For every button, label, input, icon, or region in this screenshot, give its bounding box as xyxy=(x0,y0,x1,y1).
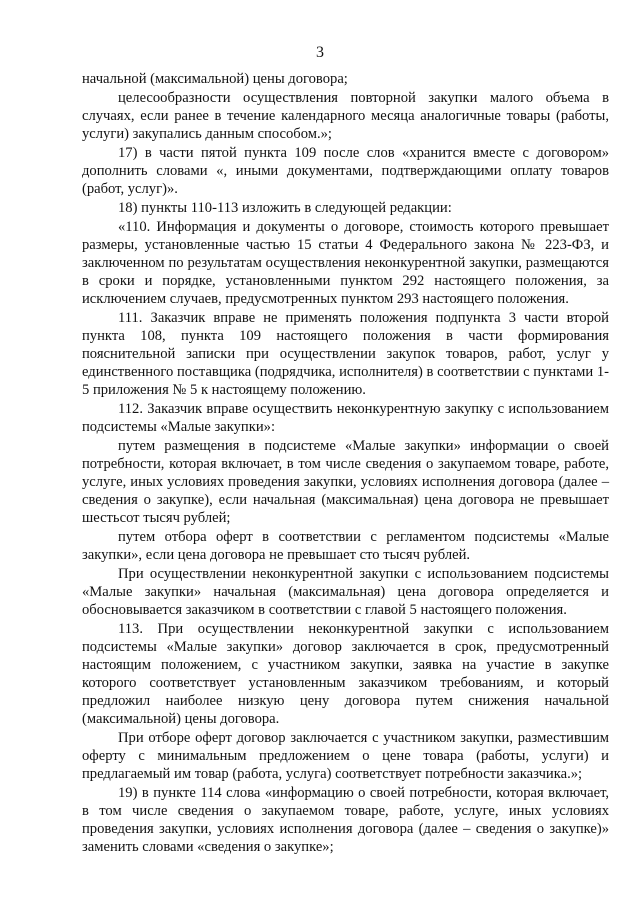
paragraph: путем отбора оферт в соответствии с регламентом подсистемы «Малые закупки», если цена договора не превышает сто тысяч рублей. xyxy=(82,529,609,563)
paragraph: «110. Информация и документы о договоре, стоимость которого превышает размеры, установленные частью 15 статьи 4 Федерального закона № 223-ФЗ, и заключенном по результатам осуществления неконкурентной закупки, размещаются в сроки и порядке, установленными пунктом 292 настоящего положения, за исключением случаев, предусмотренных пунктом 293 настоящего положения. xyxy=(82,219,609,307)
paragraph: начальной (максимальной) цены договора; xyxy=(82,71,348,87)
paragraph: 111. Заказчик вправе не применять положения подпункта 3 части второй пункта 108, пункта 109 настоящего положения в части формирования пояснительной записки при осуществлении закупок товаров, работ, услуг у единственного поставщика (подрядчика, исполнителя) в соответствии с пунктами 1-5 приложения № 5 к настоящему положению. xyxy=(82,310,609,398)
paragraph: 113. При осуществлении неконкурентной закупки с использованием подсистемы «Малые закупки» договор заключается в срок, предусмотренный настоящим положением, с участником закупки, заявка на участие в закупке которого соответствует установленным заказчиком требованиям, и который предложил наиболее низкую цену договора путем снижения начальной (максимальной) цены договора. xyxy=(82,621,609,727)
paragraph: 18) пункты 110-113 изложить в следующей редакции: xyxy=(118,200,452,216)
paragraph: При отборе оферт договор заключается с участником закупки, разместившим оферту с минимальным предложением о цене товара (работы, услуги) и предлагаемый им товар (работа, услуга) соответствует потребности заказчика.»; xyxy=(82,730,609,782)
paragraph: 19) в пункте 114 слова «информацию о своей потребности, которая включает, в том числе сведения о закупаемом товаре, работе, услуге, иных условиях проведения закупки, условиях исполнения договора (далее – сведения о закупке)» заменить словами «сведения о закупке»; xyxy=(82,785,609,855)
page-number: 3 xyxy=(316,44,324,61)
document-body xyxy=(82,70,609,857)
paragraph: При осуществлении неконкурентной закупки с использованием подсистемы «Малые закупки» начальная (максимальная) цена договора определяется и обосновывается заказчиком в соответствии с главой 5 настоящего положения. xyxy=(82,566,609,618)
paragraph: 17) в части пятой пункта 109 после слов «хранится вместе с договором» дополнить словами «, иными документами, подтверждающими оплату товаров (работ, услуг)». xyxy=(82,145,609,197)
paragraph: путем размещения в подсистеме «Малые закупки» информации о своей потребности, которая включает, в том числе сведения о закупаемом товаре, работе, услуге, иных условиях проведения закупки, условиях исполнения договора (далее – сведения о закупке), если начальная (максимальная) цена договора не превышает шестьсот тысяч рублей; xyxy=(82,438,609,526)
paragraph: 112. Заказчик вправе осуществить неконкурентную закупку с использованием подсистемы «Малые закупки»: xyxy=(82,401,609,435)
paragraph: целесообразности осуществления повторной закупки малого объема в случаях, если ранее в течение календарного месяца аналогичные товары (работы, услуги) закупались данным способом.»; xyxy=(82,90,609,142)
